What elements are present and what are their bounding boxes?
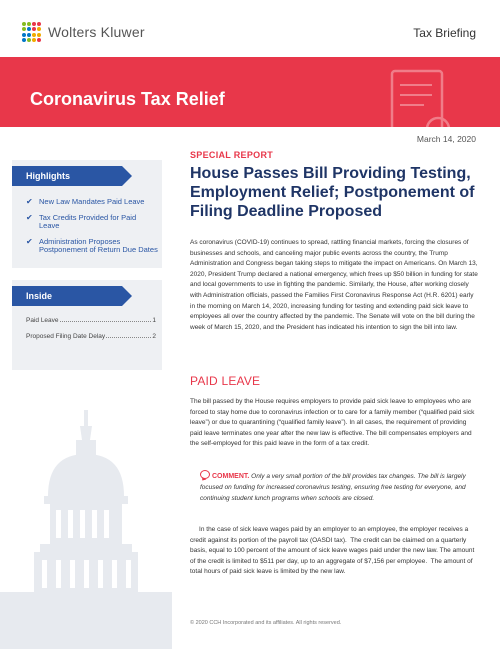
toc-page-number: 2 [152,333,156,340]
toc-page-number: 1 [152,317,156,324]
checkmark-icon: ✔ [26,197,33,206]
brand-logo[interactable] [22,22,145,42]
toc-label: Proposed Filing Date Delay [26,333,106,340]
article-kicker: SPECIAL REPORT [190,150,274,160]
highlight-item[interactable] [26,198,158,206]
article-header [190,150,478,221]
toc-entry[interactable] [26,333,156,340]
highlight-item[interactable] [26,238,158,254]
section-heading-paid-leave: PAID LEAVE [190,374,261,388]
comment-label: COMMENT. [212,473,250,480]
banner-title: Coronavirus Tax Relief [30,89,225,109]
inside-box [12,280,162,370]
checkmark-icon: ✔ [26,213,33,222]
header-bar [0,0,500,57]
article-headline: House Passes Bill Providing Testing, Employment Relief; Postponement of Filing Deadline Proposed [190,165,475,220]
highlight-item[interactable] [26,214,158,230]
capitol-building-illustration [0,410,172,649]
comment-text: Only a very small portion of the bill provides tax changes. The bill is largely focused on funding for increased coronavirus testing, ensuring free testing for everyone, and continuing student lunch programs when schools are closed. [200,473,466,502]
inside-heading: Inside [12,286,122,306]
toc-entry[interactable] [26,317,156,324]
title-banner [0,57,500,127]
copyright-footer: © 2020 CCH Incorporated and its affiliates. All rights reserved. [190,620,342,626]
toc-leader [106,337,151,338]
toc-label: Paid Leave [26,317,59,324]
highlight-text: Administration Proposes Postponement of Return Due Dates [39,237,158,254]
paid-leave-paragraph: The bill passed by the House requires employers to provide paid sick leave to employees who are forced to stay home due to coronavirus infection or to care for a family member (“qualified paid sick leave”) or due to quarantining (“qualified family leave”). In all cases, the requirement of providing paid leave terminates one year after the new law is effective. The bill compensates employers and the self-employed for this paid leave in the form of a tax credit. [190,398,475,448]
comment-callout [200,470,472,504]
speech-bubble-icon [200,470,210,479]
toc-leader [60,321,152,322]
brand-name: Wolters Kluwer [48,24,145,40]
highlights-list [26,198,158,262]
highlight-text: New Law Mandates Paid Leave [39,197,145,206]
publication-date: March 14, 2020 [416,134,476,144]
intro-paragraph: As coronavirus (COVID-19) continues to spread, rattling financial markets, forcing the closures of businesses and schools, and canceling major public events across the country, the Trump Administration and Congress began taking steps to mitigate the impact on Americans. On March 13, 2020, President Trump declared a national emergency, which frees up $50 billion in funding for state and local governments to use in fighting the pandemic. Similarly, the House, after working closely with Administration officials, passed the Families First Coronavirus Response Act (H.R. 6201) early in the morning on March 14, 2020, increasing funding for testing and extending paid sick leave to employees all over the country affected by the pandemic. The Senate will vote on the bill during the week of March 15, 2020, and the President has indicated his intention to sign the bill into law. [190,239,478,331]
certificate-document-icon [388,67,458,127]
highlight-text: Tax Credits Provided for Paid Leave [39,213,137,230]
highlights-heading: Highlights [12,166,122,186]
publication-type: Tax Briefing [413,26,476,40]
table-of-contents [26,317,156,349]
wolters-kluwer-logo-icon [22,22,42,42]
sick-leave-paragraph: In the case of sick leave wages paid by an employer to an employee, the employer receives a credit against its portion of the payroll tax (OASDI tax). The credit can be claimed on a quarterly basis, equal to 100 percent of the amount of sick leave wages paid under the new law. The amount of the credit is limited to $511 per day, up to an aggregate of $7,156 per employee. The amount of total hours of paid sick leave is limited by the new law. [190,526,477,576]
highlights-box [12,160,162,268]
checkmark-icon: ✔ [26,237,33,246]
